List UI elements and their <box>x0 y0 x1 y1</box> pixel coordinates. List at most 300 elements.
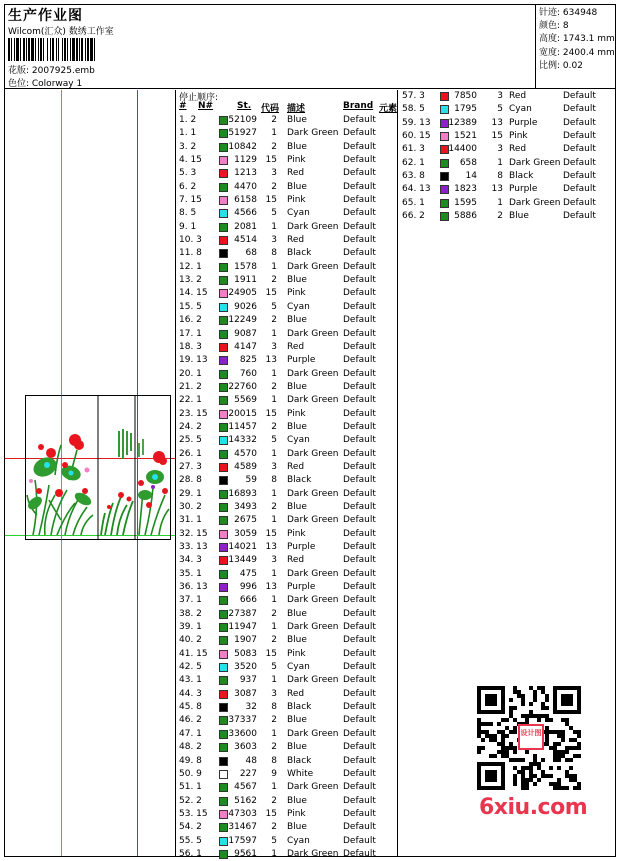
qr-module <box>553 750 557 754</box>
qr-module <box>485 722 489 726</box>
row-description: Pink <box>287 288 306 299</box>
row-code: 15 <box>265 288 277 299</box>
qr-module <box>525 778 529 782</box>
row-description: Dark Green <box>287 368 339 379</box>
row-index: 6. 2 <box>179 181 197 192</box>
qr-module <box>577 746 581 750</box>
qr-module <box>533 698 537 702</box>
row-code: 1 <box>271 515 277 526</box>
row-brand: Default <box>343 235 376 246</box>
row-index: 42. 5 <box>179 662 202 673</box>
row-index: 23. 15 <box>179 408 208 419</box>
row-brand: Default <box>343 435 376 446</box>
qr-module <box>545 734 549 738</box>
row-stitches: 3059 <box>234 528 257 539</box>
row-index: 35. 1 <box>179 568 202 579</box>
row-code: 2 <box>271 115 277 125</box>
row-description: Dark Green <box>287 221 339 232</box>
qr-module <box>545 774 549 778</box>
qr-module <box>549 718 553 722</box>
qr-module <box>513 690 517 694</box>
qr-module <box>573 738 577 742</box>
qr-module <box>525 766 529 770</box>
row-stitches: 51927 <box>228 128 257 139</box>
qr-module <box>545 698 549 702</box>
qr-module <box>553 730 557 734</box>
qr-module <box>541 758 545 762</box>
qr-module <box>521 702 525 706</box>
row-stitches: 4514 <box>234 235 257 246</box>
qr-module <box>537 766 541 770</box>
qr-module <box>545 742 549 746</box>
qr-module <box>565 786 569 790</box>
row-index: 29. 1 <box>179 488 202 499</box>
row-description: Black <box>287 702 312 713</box>
row-description: Dark Green <box>287 782 339 793</box>
table-row <box>177 554 397 567</box>
col-brand: Brand <box>343 101 374 111</box>
qr-module <box>497 730 501 734</box>
row-index: 27. 3 <box>179 461 202 472</box>
qr-module <box>541 702 545 706</box>
row-stitches: 5083 <box>234 648 257 659</box>
row-description: Pink <box>287 648 306 659</box>
row-stitches: 1129 <box>234 155 257 166</box>
table-row <box>177 581 397 594</box>
row-brand: Default <box>563 117 596 128</box>
table-row <box>399 143 615 156</box>
row-stitches: 14 <box>465 171 477 182</box>
qr-module <box>569 758 573 762</box>
row-brand: Default <box>343 448 376 459</box>
row-description: Purple <box>287 542 316 552</box>
qr-module <box>537 686 541 690</box>
row-brand: Default <box>563 184 596 195</box>
qr-module <box>569 738 573 742</box>
col-stitches: St. <box>237 101 252 111</box>
table-row <box>177 434 397 447</box>
qr-module <box>573 730 577 734</box>
row-description: Blue <box>287 115 307 125</box>
table-row <box>177 528 397 541</box>
qr-module <box>569 746 573 750</box>
qr-module <box>501 730 505 734</box>
row-stitches: 52109 <box>228 115 257 125</box>
row-code: 13 <box>491 117 503 128</box>
qr-module <box>573 786 577 790</box>
row-brand: Default <box>343 555 376 566</box>
row-code: 2 <box>271 381 277 392</box>
stat-scale: 比例: 0.02 <box>539 60 583 71</box>
row-index: 13. 2 <box>179 275 202 286</box>
qr-module <box>509 746 513 750</box>
table-row <box>177 247 397 260</box>
stat-stitches: 针迹: 634948 <box>539 8 598 18</box>
row-code: 15 <box>265 408 277 419</box>
row-code: 3 <box>271 461 277 472</box>
row-stitches: 22760 <box>228 381 257 392</box>
row-brand: Default <box>343 528 376 539</box>
table-row <box>177 541 397 554</box>
table-row <box>177 661 397 674</box>
qr-module <box>529 770 533 774</box>
qr-module <box>541 714 545 718</box>
row-index: 60. 15 <box>402 131 431 142</box>
qr-module <box>577 754 581 758</box>
production-worksheet <box>4 4 616 857</box>
row-code: 2 <box>271 715 277 726</box>
table-row <box>177 835 397 848</box>
table-row <box>177 274 397 287</box>
row-code: 1 <box>271 782 277 793</box>
row-description: Blue <box>287 501 307 512</box>
row-index: 32. 15 <box>179 528 208 539</box>
table-row <box>177 328 397 341</box>
row-code: 2 <box>271 275 277 286</box>
stop-sequence-continued <box>399 90 615 270</box>
row-description: Dark Green <box>287 595 339 606</box>
qr-module <box>553 758 557 762</box>
row-brand: Default <box>343 542 376 552</box>
row-description: Cyan <box>287 435 310 446</box>
row-brand: Default <box>563 131 596 142</box>
table-row <box>177 154 397 167</box>
row-index: 28. 8 <box>179 475 202 486</box>
row-code: 15 <box>265 808 277 819</box>
table-row <box>177 808 397 821</box>
row-description: Blue <box>287 742 307 753</box>
row-stitches: 1907 <box>234 635 257 646</box>
row-code: 3 <box>497 144 503 155</box>
row-code: 15 <box>265 648 277 659</box>
qr-module <box>505 718 509 722</box>
row-index: 30. 2 <box>179 501 202 512</box>
row-brand: Default <box>343 248 376 259</box>
qr-module <box>521 766 525 770</box>
col-code: 代码 <box>261 104 280 114</box>
col-element: 元素 <box>379 104 398 114</box>
qr-module <box>521 770 525 774</box>
row-index: 12. 1 <box>179 261 202 272</box>
row-stitches: 20015 <box>228 408 257 419</box>
row-code: 1 <box>271 221 277 232</box>
qr-module <box>497 742 501 746</box>
row-index: 54. 2 <box>179 822 202 833</box>
row-index: 66. 2 <box>402 211 425 222</box>
qr-module <box>545 714 549 718</box>
row-description: Pink <box>287 808 306 819</box>
row-stitches: 4470 <box>234 181 257 192</box>
row-index: 41. 15 <box>179 648 208 659</box>
qr-module <box>513 774 517 778</box>
table-row <box>177 421 397 434</box>
qr-module <box>529 778 533 782</box>
row-index: 48. 2 <box>179 742 202 753</box>
qr-module <box>505 750 509 754</box>
row-brand: Default <box>343 608 376 619</box>
row-brand: Default <box>343 155 376 166</box>
row-index: 10. 3 <box>179 235 202 246</box>
qr-module <box>489 734 493 738</box>
qr-module <box>477 734 481 738</box>
qr-module <box>557 742 561 746</box>
qr-badge: 设计图 <box>518 724 544 750</box>
row-stitches: 3603 <box>234 742 257 753</box>
row-description: Dark Green <box>287 848 339 859</box>
qr-module <box>545 738 549 742</box>
table-row <box>177 181 397 194</box>
row-code: 5 <box>271 301 277 312</box>
row-code: 1 <box>271 395 277 406</box>
row-code: 2 <box>271 742 277 753</box>
qr-module <box>533 774 537 778</box>
qr-module <box>529 702 533 706</box>
row-brand: Default <box>343 221 376 232</box>
row-code: 2 <box>271 795 277 806</box>
table-row <box>177 394 397 407</box>
row-index: 39. 1 <box>179 622 202 633</box>
qr-module <box>561 718 565 722</box>
qr-module <box>521 694 525 698</box>
row-code: 1 <box>271 261 277 272</box>
row-stitches: 1521 <box>454 131 477 142</box>
row-brand: Default <box>343 501 376 512</box>
table-row <box>177 795 397 808</box>
row-brand: Default <box>343 822 376 833</box>
row-stitches: 32 <box>245 702 257 713</box>
table-row <box>177 488 397 501</box>
table-row <box>177 608 397 621</box>
table-row <box>399 197 615 210</box>
table-row <box>177 114 397 127</box>
table-row <box>399 170 615 183</box>
row-description: Blue <box>287 715 307 726</box>
row-stitches: 5162 <box>234 795 257 806</box>
qr-module <box>577 742 581 746</box>
qr-module <box>477 730 481 734</box>
qr-module <box>529 714 533 718</box>
qr-module <box>509 714 513 718</box>
table-row <box>177 127 397 140</box>
row-brand: Default <box>343 208 376 219</box>
row-stitches: 3087 <box>234 688 257 699</box>
row-brand: Default <box>343 675 376 686</box>
table-row <box>177 714 397 727</box>
row-index: 56. 1 <box>179 848 202 859</box>
row-description: Purple <box>509 184 538 195</box>
row-code: 1 <box>271 448 277 459</box>
row-brand: Default <box>343 742 376 753</box>
row-description: Blue <box>287 635 307 646</box>
qr-module <box>557 778 561 782</box>
row-description: Red <box>287 341 305 352</box>
row-description: Red <box>287 461 305 472</box>
table-row <box>177 688 397 701</box>
qr-module <box>541 690 545 694</box>
qr-module <box>533 782 537 786</box>
qr-module <box>513 726 517 730</box>
qr-module <box>549 766 553 770</box>
row-index: 40. 2 <box>179 635 202 646</box>
table-row <box>399 103 615 116</box>
table-row <box>399 90 615 103</box>
qr-module <box>513 746 517 750</box>
row-stitches: 666 <box>239 595 257 606</box>
qr-module <box>557 734 561 738</box>
row-brand: Default <box>343 635 376 646</box>
row-code: 3 <box>271 341 277 352</box>
row-index: 47. 1 <box>179 728 202 739</box>
qr-module <box>557 754 561 758</box>
row-description: Red <box>287 168 305 179</box>
qr-module <box>501 718 505 722</box>
table-body <box>177 114 397 861</box>
row-index: 26. 1 <box>179 448 202 459</box>
qr-module <box>553 746 557 750</box>
row-index: 15. 5 <box>179 301 202 312</box>
qr-module <box>501 750 505 754</box>
row-brand: Default <box>343 301 376 312</box>
qr-module <box>525 782 529 786</box>
row-code: 3 <box>271 168 277 179</box>
row-code: 3 <box>271 555 277 566</box>
qr-module <box>481 730 485 734</box>
qr-module <box>553 754 557 758</box>
row-index: 57. 3 <box>402 91 425 101</box>
qr-module <box>537 778 541 782</box>
row-code: 8 <box>271 702 277 713</box>
row-code: 1 <box>497 197 503 208</box>
row-code: 5 <box>497 104 503 115</box>
row-description: Dark Green <box>287 515 339 526</box>
table-row <box>177 221 397 234</box>
qr-module <box>501 738 505 742</box>
qr-module <box>477 718 481 722</box>
qr-module <box>513 782 517 786</box>
row-index: 31. 1 <box>179 515 202 526</box>
row-code: 1 <box>271 488 277 499</box>
qr-module <box>497 750 501 754</box>
row-index: 7. 15 <box>179 195 202 206</box>
qr-module <box>521 778 525 782</box>
row-stitches: 3493 <box>234 501 257 512</box>
row-brand: Default <box>343 328 376 339</box>
qr-module <box>529 766 533 770</box>
qr-module <box>513 750 517 754</box>
row-index: 61. 3 <box>402 144 425 155</box>
row-brand: Default <box>343 768 376 779</box>
table-row <box>177 354 397 367</box>
table-row <box>177 381 397 394</box>
table-row <box>177 234 397 247</box>
row-brand: Default <box>343 688 376 699</box>
qr-module <box>565 746 569 750</box>
qr-module <box>541 686 545 690</box>
row-code: 2 <box>271 608 277 619</box>
row-brand: Default <box>563 211 596 222</box>
qr-module <box>493 738 497 742</box>
row-index: 43. 1 <box>179 675 202 686</box>
row-brand: Default <box>343 168 376 179</box>
qr-module <box>537 762 541 766</box>
row-index: 62. 1 <box>402 157 425 168</box>
qr-module <box>525 718 529 722</box>
row-description: Dark Green <box>287 728 339 739</box>
row-description: Purple <box>287 582 316 593</box>
row-stitches: 4567 <box>234 782 257 793</box>
row-code: 1 <box>271 848 277 859</box>
row-brand: Default <box>343 421 376 432</box>
qr-module <box>493 754 497 758</box>
row-index: 63. 8 <box>402 171 425 182</box>
row-index: 4. 15 <box>179 155 202 166</box>
row-stitches: 17597 <box>228 835 257 846</box>
row-stitches: 48 <box>245 755 257 766</box>
qr-module <box>525 750 529 754</box>
qr-module <box>521 714 525 718</box>
row-brand: Default <box>343 275 376 286</box>
qr-module <box>553 782 557 786</box>
row-index: 11. 8 <box>179 248 202 259</box>
row-stitches: 14021 <box>228 542 257 552</box>
row-code: 2 <box>271 501 277 512</box>
row-code: 2 <box>271 635 277 646</box>
table-row <box>399 157 615 170</box>
row-index: 14. 15 <box>179 288 208 299</box>
row-stitches: 658 <box>459 157 477 168</box>
row-brand: Default <box>343 408 376 419</box>
row-index: 45. 8 <box>179 702 202 713</box>
row-index: 24. 2 <box>179 421 202 432</box>
row-brand: Default <box>343 782 376 793</box>
table-row <box>399 210 615 223</box>
row-brand: Default <box>343 181 376 192</box>
qr-module <box>573 778 577 782</box>
row-code: 5 <box>271 208 277 219</box>
row-code: 13 <box>491 184 503 195</box>
row-brand: Default <box>563 197 596 208</box>
row-index: 16. 2 <box>179 315 202 326</box>
table-row <box>177 341 397 354</box>
row-code: 13 <box>265 355 277 366</box>
row-description: Red <box>287 688 305 699</box>
qr-module <box>541 706 545 710</box>
table-row <box>177 207 397 220</box>
table-row <box>177 514 397 527</box>
qr-module <box>565 750 569 754</box>
row-brand: Default <box>343 475 376 486</box>
qr-module <box>569 774 573 778</box>
row-index: 22. 1 <box>179 395 202 406</box>
row-stitches: 2675 <box>234 515 257 526</box>
qr-module <box>489 738 493 742</box>
qr-module <box>545 694 549 698</box>
row-description: Dark Green <box>287 675 339 686</box>
row-brand: Default <box>343 355 376 366</box>
col-needle: N# <box>198 101 214 111</box>
barcode-bar <box>95 38 97 61</box>
row-code: 5 <box>271 835 277 846</box>
row-code: 2 <box>271 181 277 192</box>
row-stitches: 11457 <box>228 421 257 432</box>
row-description: Blue <box>287 421 307 432</box>
row-stitches: 13449 <box>228 555 257 566</box>
company-name: Wilcom(汇众) 数绣工作室 <box>8 27 114 37</box>
qr-module <box>485 730 489 734</box>
qr-module <box>533 714 537 718</box>
qr-module <box>509 698 513 702</box>
row-description: Pink <box>287 408 306 419</box>
